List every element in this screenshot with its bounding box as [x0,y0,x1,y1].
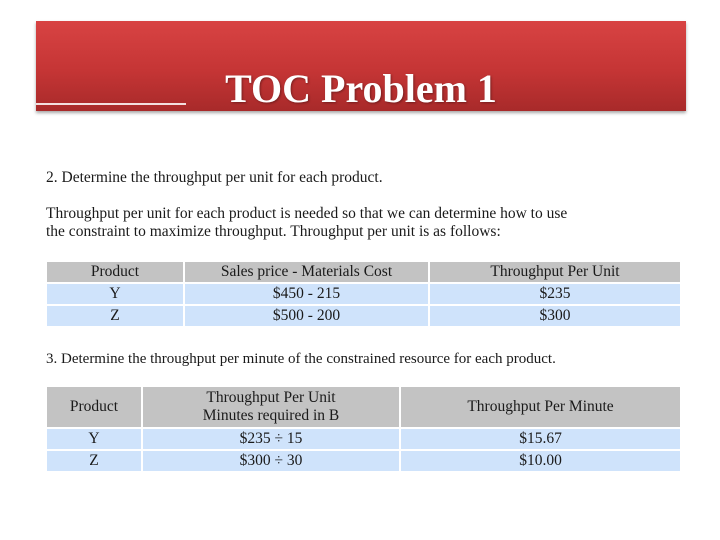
table-cell: Z [47,306,183,326]
header-cell-product: Product [47,387,141,427]
table-row [47,451,680,471]
throughput-per-minute-table [45,385,682,473]
header-cell-sales-minus-materials: Sales price - Materials Cost [185,262,428,282]
table-row [47,306,680,326]
table-cell: $450 - 215 [185,284,428,304]
slide-title: TOC Problem 1 [225,66,497,111]
section3-heading: 3. Determine the throughput per minute of the constrained resource for each product. [46,351,556,367]
table-cell: $300 ÷ 30 [143,451,399,471]
table-cell: $235 [430,284,680,304]
table-header-row [47,387,680,427]
section2-heading: 2. Determine the throughput per unit for each product. [46,169,383,186]
throughput-per-unit-table [45,260,682,328]
table-cell: $235 ÷ 15 [143,429,399,449]
table-cell: Z [47,451,141,471]
table-cell: Y [47,429,141,449]
table-cell: $10.00 [401,451,680,471]
header-cell-throughput-per-unit: Throughput Per Unit [206,389,336,406]
section2-body-line2: the constraint to maximize throughput. Throughput per unit is as follows: [46,223,501,240]
title-banner [36,21,686,111]
table-row [47,284,680,304]
header-cell-product: Product [47,262,183,282]
table-cell: $15.67 [401,429,680,449]
table-row [47,429,680,449]
header-cell-throughput-per-unit: Throughput Per Unit [430,262,680,282]
header-cell-minutes-required: Minutes required in B [202,407,340,424]
title-underline [36,103,186,105]
header-cell-throughput-and-minutes [143,387,399,427]
section2-body [46,205,646,241]
header-cell-throughput-per-minute: Throughput Per Minute [401,387,680,427]
section2-body-line1: Throughput per unit for each product is needed so that we can determine how to use [46,205,568,222]
table-cell: Y [47,284,183,304]
table-cell: $500 - 200 [185,306,428,326]
table-cell: $300 [430,306,680,326]
table-header-row [47,262,680,282]
